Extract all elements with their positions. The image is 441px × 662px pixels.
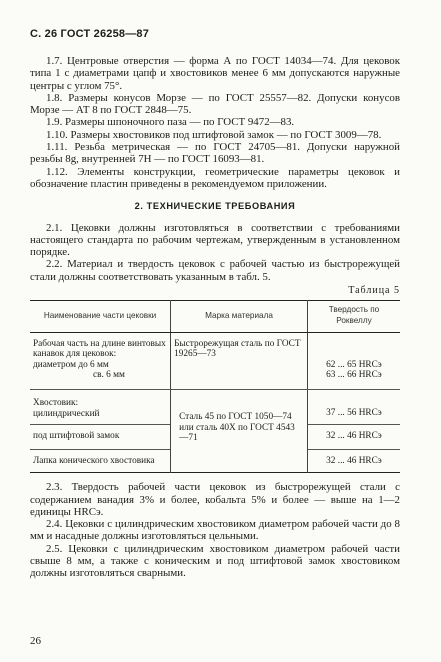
paragraph-1-11: 1.11. Резьба метрическая — по ГОСТ 24705—81. Допуски наружной резьбы 8g, внутренней 7H — по ГОСТ 16093—81. [30, 141, 400, 166]
paragraph-1-7: 1.7. Центровые отверстия — форма А по ГОСТ 14034—74. Для цековок типа 1 с диаметрами цапф и хвостовиков менее 6 мм допускаются наружные центры с углом 75°. [30, 55, 400, 92]
cell-part: Лапка конического хвостовика [30, 449, 171, 473]
cell-text: 37 ... 56 HRCэ [326, 407, 382, 418]
page-header: С. 26 ГОСТ 26258—87 [30, 28, 150, 40]
cell-hardness [307, 332, 400, 389]
cell-part [30, 332, 171, 389]
section-title: 2. ТЕХНИЧЕСКИЕ ТРЕБОВАНИЯ [134, 201, 296, 212]
cell-text: св. 6 мм [93, 370, 125, 381]
paragraph-1-9: 1.9. Размеры шпоночного паза — по ГОСТ 9472—83. [46, 116, 295, 129]
paragraph-2-4: 2.4. Цековки с цилиндрическим хвостовиком диаметром рабочей части до 8 мм и насадные должны изготовляться цельными. [30, 518, 400, 543]
cell-hardness: 32 ... 46 HRCэ [307, 425, 400, 450]
page-number: 26 [30, 635, 41, 647]
cell-text: 62 ... 65 HRCэ [326, 359, 382, 370]
cell-hardness: 32 ... 46 HRCэ [307, 449, 400, 473]
cell-part [30, 389, 171, 424]
cell-text: диаметром до 6 мм [33, 359, 109, 370]
header-hardness: Твердость по Роквеллу [307, 301, 400, 332]
paragraph-2-1: 2.1. Цековки должны изготовляться в соответствии с требованиями настоящего стандарта по рабочим чертежам, утвержденным в установленном порядке. [30, 221, 400, 259]
cell-hardness [307, 389, 400, 424]
paragraph-2-5: 2.5. Цековки с цилиндрическим хвостовиком диаметром рабочей части свыше 8 мм, а также с коническим и под штифтовой замок хвостовиком должны изготовляться сварными. [30, 542, 400, 580]
paragraph-2-3: 2.3. Твердость рабочей части цековок из быстрорежущей стали с содержанием ванадия 3% и более, кобальта 5% и более — выше на 1—2 единицы HRCэ. [30, 481, 400, 518]
paragraph-1-10: 1.10. Размеры хвостовиков под штифтовой замок — по ГОСТ 3009—78. [46, 128, 382, 141]
paragraph-2-2: 2.2. Материал и твердость цековок с рабочей частью из быстрорежущей стали должны соответствовать указанным в табл. 5. [30, 258, 400, 283]
cell-part: под штифтовой замок [30, 425, 171, 450]
table-caption: Таблица 5 [348, 285, 400, 297]
header-material: Марка материала [171, 301, 308, 332]
cell-material: Сталь 45 по ГОСТ 1050—74 или сталь 40Х по ГОСТ 4543—71 [171, 389, 308, 472]
cell-text: Рабочая часть на длине винтовых канавок для цековок: [33, 338, 166, 360]
table-row [30, 332, 400, 389]
cell-material: Быстрорежущая сталь по ГОСТ 19265—73 [171, 332, 308, 389]
materials-table [30, 300, 400, 473]
cell-text: цилиндрический [33, 408, 100, 419]
header-part: Наименование части цековки [30, 301, 171, 332]
table-row [30, 389, 400, 424]
cell-text: Хвостовик: [33, 397, 79, 408]
document-body [30, 55, 400, 580]
cell-text: 63 ... 66 HRCэ [326, 370, 382, 381]
paragraph-1-8: 1.8. Размеры конусов Морзе — по ГОСТ 25557—82. Допуски конусов Морзе — АТ 8 по ГОСТ 2848—75. [30, 91, 400, 117]
paragraph-1-12: 1.12. Элементы конструкции, геометрические параметры цековок и обозначение пластин приведены в рекомендуемом приложении. [30, 165, 400, 190]
